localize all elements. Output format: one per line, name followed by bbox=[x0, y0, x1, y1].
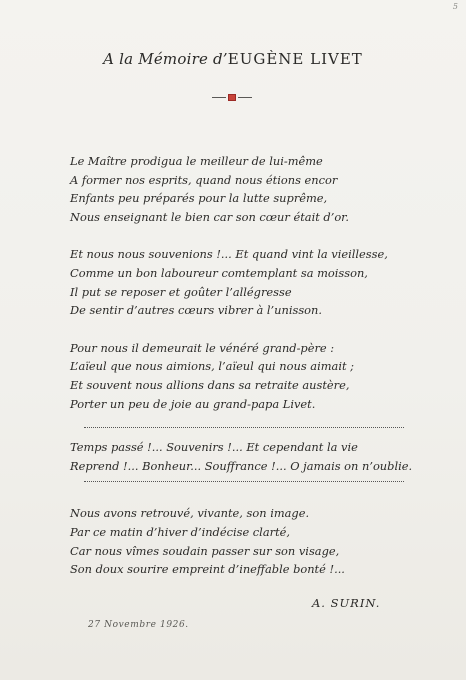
stanza-5 bbox=[70, 504, 450, 578]
poem-line: Nous avons retrouvé, vivante, son image. bbox=[70, 506, 310, 521]
poem-line: Son doux sourire empreint d’ineffable bonté !... bbox=[70, 562, 345, 577]
title-name: EUGÈNE LIVET bbox=[227, 50, 363, 68]
stanza-1 bbox=[70, 152, 450, 226]
poem-line: Reprend !... Bonheur... Souffrance !... O jamais on n’oublie. bbox=[70, 458, 413, 473]
dotted-separator-bottom bbox=[84, 481, 404, 490]
page-number: 5 bbox=[452, 2, 458, 11]
poem-line: Il put se reposer et goûter l’allégresse bbox=[70, 284, 292, 299]
stanza-2 bbox=[70, 245, 450, 319]
poem-line: Comme un bon laboureur comtemplant sa moisson, bbox=[70, 265, 368, 280]
ornament-mark bbox=[228, 94, 236, 101]
poem-line: L’aïeul que nous aimions, l’aïeul qui nous aimait ; bbox=[70, 359, 355, 374]
poem-line: Porter un peu de joie au grand-papa Livet. bbox=[70, 396, 316, 411]
title-ornament bbox=[212, 93, 252, 103]
poem-line: Pour nous il demeurait le vénéré grand-père : bbox=[70, 340, 335, 355]
stanza-3 bbox=[70, 339, 450, 413]
poem-line: Par ce matin d’hiver d’indécise clarté, bbox=[70, 524, 291, 539]
poem-line: A former nos esprits, quand nous étions encor bbox=[70, 172, 338, 187]
title-prefix: A la Mémoire d’ bbox=[103, 50, 228, 68]
poem-line: De sentir d’autres cœurs vibrer à l’unisson. bbox=[70, 303, 322, 318]
poem-line: Et souvent nous allions dans sa retraite austère, bbox=[70, 377, 350, 392]
poem-line: Enfants peu préparés pour la lutte suprême, bbox=[70, 191, 328, 206]
ornament-rule-left bbox=[212, 97, 226, 98]
poem-line: Le Maître prodigua le meilleur de lui-même bbox=[70, 154, 323, 168]
poem-line: Car nous vîmes soudain passer sur son visage, bbox=[70, 543, 340, 558]
ornament-rule-right bbox=[238, 97, 252, 98]
poem-line: Nous enseignant le bien car son cœur était d’or. bbox=[70, 209, 349, 224]
stanza-4 bbox=[70, 438, 450, 475]
poem-line: Et nous nous souvenions !... Et quand vint la vieillesse, bbox=[70, 247, 388, 262]
poem-title bbox=[0, 50, 466, 68]
poem-date: 27 Novembre 1926. bbox=[88, 620, 189, 630]
poem-line: Temps passé !... Souvenirs !... Et cependant la vie bbox=[70, 440, 358, 455]
author-signature: A. SURIN. bbox=[312, 596, 381, 610]
dotted-separator-top bbox=[84, 427, 404, 436]
poem-body bbox=[70, 152, 450, 598]
